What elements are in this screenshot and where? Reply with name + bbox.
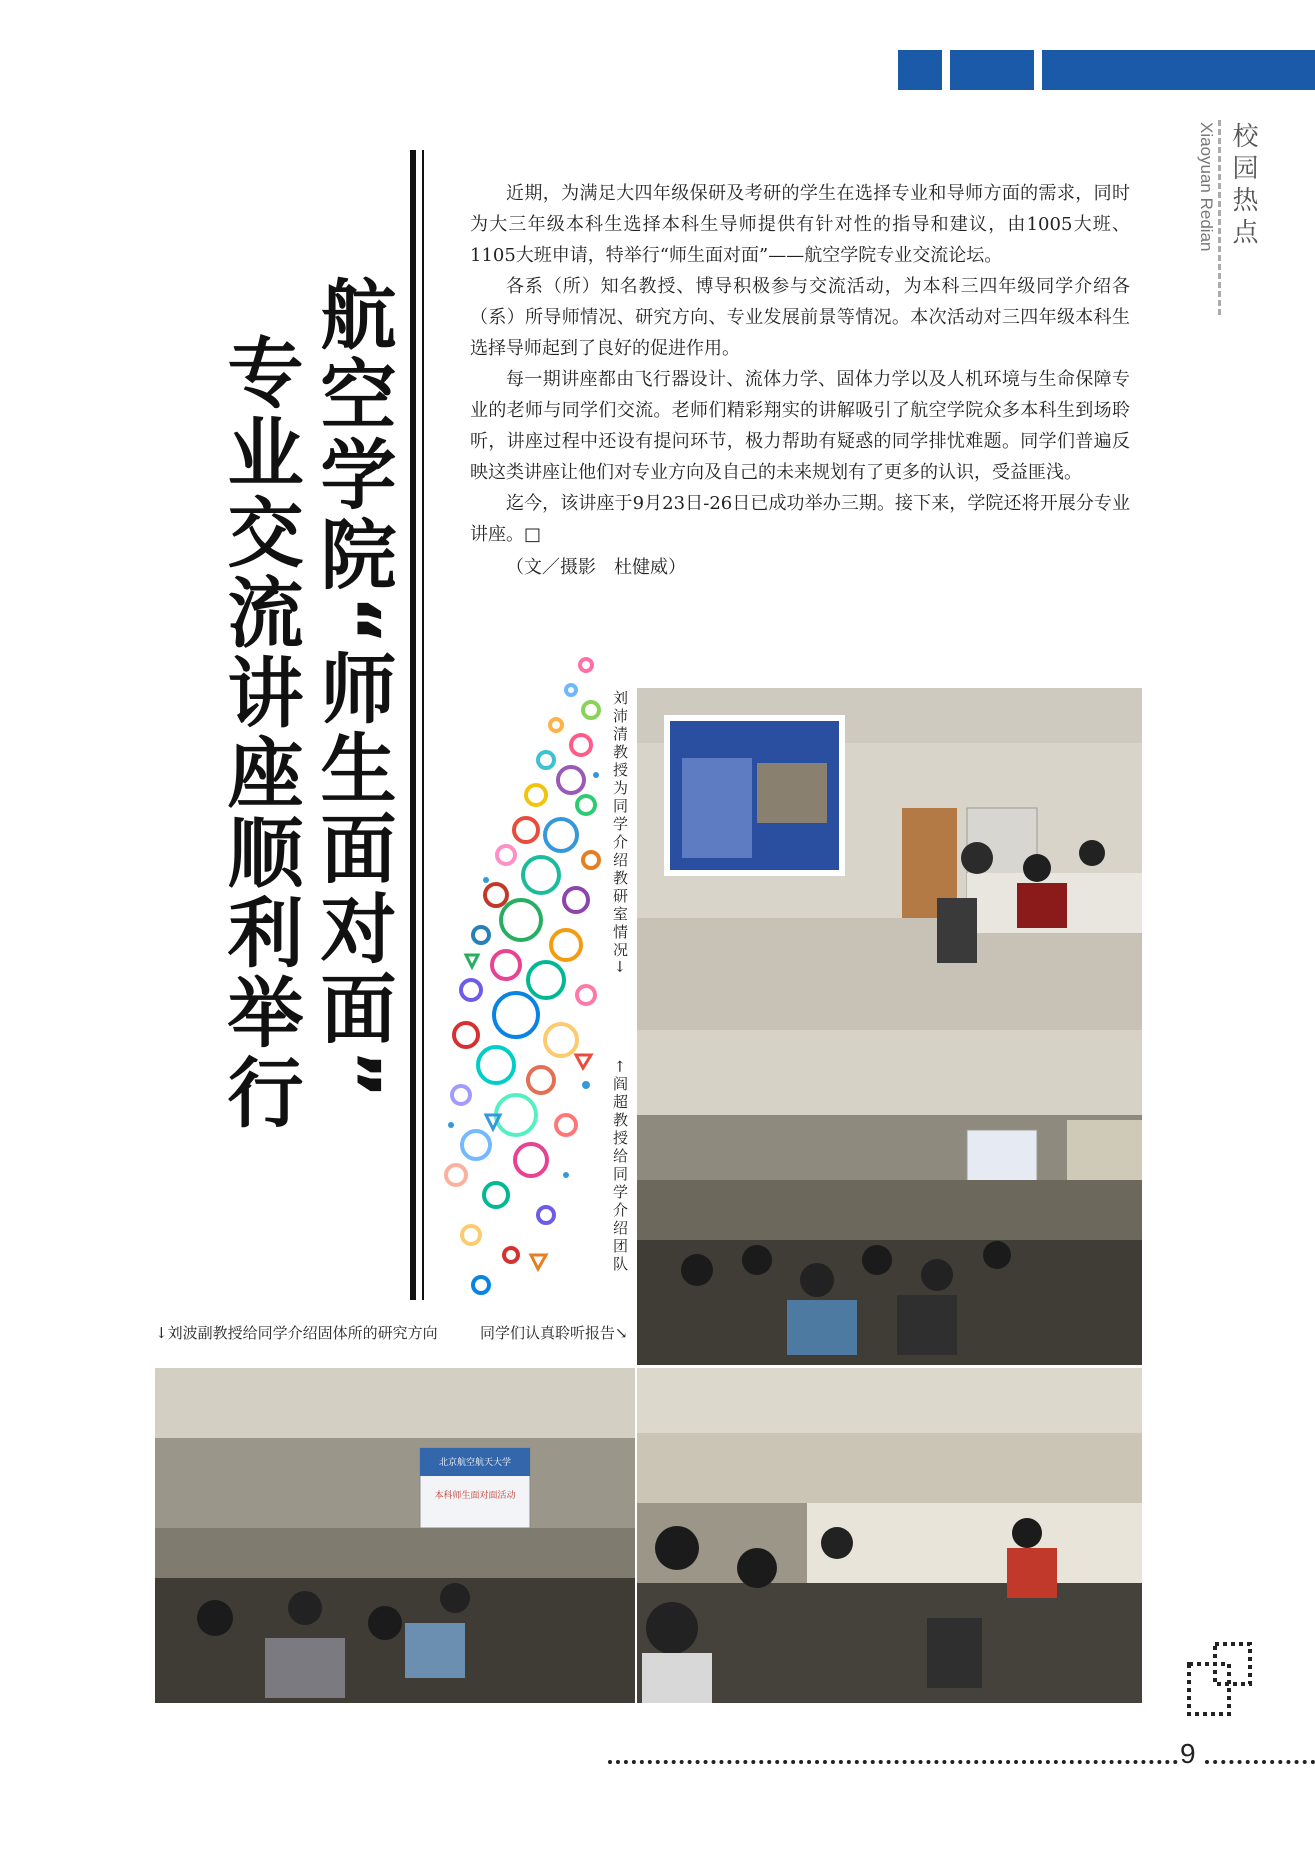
photo-presentation	[637, 688, 1142, 1033]
paragraph: 各系（所）知名教授、博导积极参与交流活动，为本科三四年级同学介绍各（系）所导师情况、研究方向、专业发展前景等情况。本次活动对三四年级本科生选择导师起到了良好的促进作用。	[470, 276, 1130, 359]
section-divider	[1218, 120, 1221, 315]
header-tab-medium	[950, 50, 1034, 90]
photo-audience	[637, 1368, 1142, 1703]
page-number: 9	[1180, 1738, 1196, 1769]
footer-dotted-rule	[608, 1760, 1178, 1764]
photo-seminar	[155, 1368, 635, 1703]
photo-caption: ↓刘波副教授给同学介绍固体所的研究方向	[155, 1324, 438, 1342]
title-rule-thick	[410, 150, 416, 1300]
article-title: 航空学院“师生面对面”	[308, 275, 397, 1103]
photo-classroom	[637, 1030, 1142, 1365]
svg-text:本科师生面对面活动: 本科师生面对面活动	[434, 1491, 516, 1501]
article-body	[470, 178, 1130, 583]
footer-dotted-rule	[1205, 1760, 1315, 1764]
header-tab-long	[1042, 50, 1315, 90]
section-title-pinyin: Xiaoyuan Redian	[1197, 122, 1216, 252]
section-title: 校园热点	[1228, 122, 1258, 250]
header-tab-small	[898, 50, 942, 90]
photo-caption: ←阎超教授给同学介绍团队	[611, 1060, 629, 1274]
paragraph: 每一期讲座都由飞行器设计、流体力学、固体力学以及人机环境与生命保障专业的老师与同学们交流。老师们精彩翔实的讲解吸引了航空学院众多本科生到场聆听，讲座过程中还设有提问环节，极力帮助有疑惑的同学排忧难题。同学们普遍反映这类讲座让他们对专业方向及自己的未来规划有了更多的认识，受益匪浅。	[470, 369, 1130, 483]
paragraph: 迄今，该讲座于9月23日-26日已成功举办三期。接下来，学院还将开展分专业讲座。□	[470, 493, 1130, 545]
photo-caption: 同学们认真聆听报告↘	[480, 1324, 628, 1342]
title-rule-thin	[422, 150, 424, 1300]
paragraph: 近期，为满足大四年级保研及考研的学生在选择专业和导师方面的需求，同时为大三年级本科生选择本科生导师提供有针对性的指导和建议，由1005大班、1105大班申请，特举行“师生面对面”——航空学院专业交流论坛。	[470, 183, 1130, 266]
photo-caption: 刘沛清教授为同学介绍教研室情况→	[611, 690, 629, 976]
confetti-decoration	[436, 655, 606, 1310]
svg-text:北京航空航天大学: 北京航空航天大学	[438, 1458, 512, 1468]
byline: （文／摄影 杜健威）	[506, 557, 686, 578]
article-subtitle: 专业交流讲座顺利举行	[215, 333, 304, 1133]
corner-dot-mark	[1185, 1640, 1255, 1720]
